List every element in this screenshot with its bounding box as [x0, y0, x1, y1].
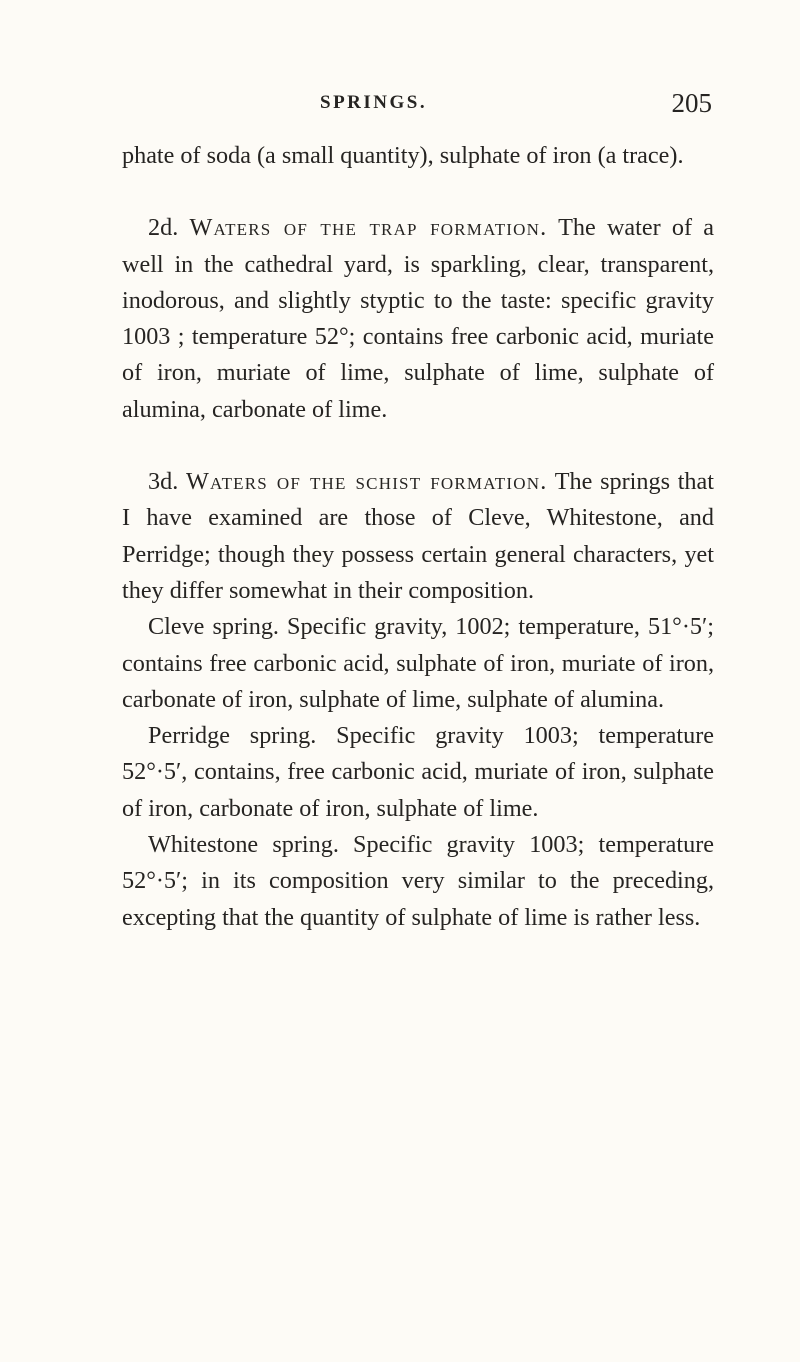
section-number: 2d. [148, 214, 179, 242]
continued-paragraph [122, 138, 714, 174]
cleve-spring-paragraph [122, 609, 714, 718]
section-heading: Waters of the trap formation. [189, 214, 548, 242]
section-number: 3d. [148, 468, 179, 496]
page-number: 205 [671, 88, 712, 118]
running-title: SPRINGS. [320, 92, 428, 113]
running-header [258, 88, 712, 128]
section-heading: Waters of the schist formation. [185, 468, 548, 496]
trap-formation-section [122, 210, 714, 428]
schist-formation-section [122, 464, 714, 609]
perridge-spring-paragraph [122, 718, 714, 827]
paragraph-text: The springs that I have examined are those of Cleve, Whitestone, and Perridge; though they possess certain general characters, yet they differ somewhat in their composition. [122, 468, 714, 604]
paragraph-text: Whitestone spring. Specific gravity 1003; temperature 52°·5′; in its composition very similar to the preceding, excepting that the quantity of sulphate of lime is rather less. [122, 831, 714, 931]
page-body [122, 138, 714, 936]
paragraph-text: Perridge spring. Specific gravity 1003; temperature 52°·5′, contains, free carbonic acid, muriate of iron, sulphate of iron, carbonate of iron, sulphate of lime. [122, 722, 714, 822]
paragraph-text: The water of a well in the cathedral yard, is sparkling, clear, transparent, inodorous, and slightly styptic to the taste: specific gravity 1003 ; temperature 52°; contains free carbonic acid, muriate of iron, muriate of lime, sulphate of lime, sulphate of alumina, carbonate of lime. [122, 214, 714, 423]
paragraph-text: Cleve spring. Specific gravity, 1002; temperature, 51°·5′; contains free carbonic acid, sulphate of iron, muriate of iron, carbonate of iron, sulphate of lime, sulphate of alumina. [122, 613, 714, 713]
paragraph-text: phate of soda (a small quantity), sulphate of iron (a trace). [122, 142, 684, 169]
whitestone-spring-paragraph [122, 827, 714, 936]
